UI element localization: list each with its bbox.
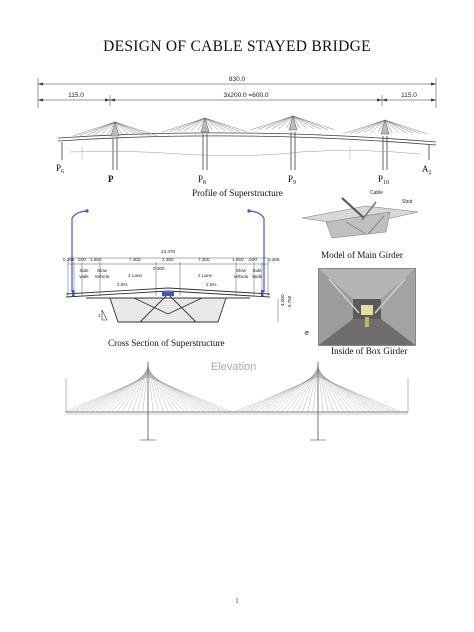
elevation-stay-cable xyxy=(318,376,396,412)
dim-7: .500 xyxy=(248,257,257,262)
profile-stay-cable xyxy=(115,122,143,135)
depth-2: - 0.750 xyxy=(287,295,292,310)
lane-right-2lane: 2 Lane xyxy=(198,273,213,278)
profile-tower xyxy=(289,116,297,130)
elevation-stay-cable xyxy=(148,374,216,412)
elevation-stay-cable xyxy=(250,374,318,412)
dim-1: .500 xyxy=(77,257,86,262)
elevation-stay-cable xyxy=(256,374,318,412)
left-span-label: 115.0 xyxy=(68,92,84,99)
box-girder-caption: Inside of Box Girder xyxy=(331,346,408,356)
box-girder-side-letter: e xyxy=(305,330,309,337)
slope-right: 2.5% xyxy=(206,282,217,287)
profile-stay-cable xyxy=(385,120,420,134)
profile-stay-cable xyxy=(350,120,385,134)
cross-section-caption: Cross Section of Superstructure xyxy=(108,338,225,348)
elevation-stay-cable xyxy=(240,376,318,412)
median-dim: 0.300 xyxy=(153,266,165,271)
elevation-stay-cable xyxy=(75,375,148,412)
elevation-stay-cable xyxy=(80,374,148,412)
dim-5: 7.300 xyxy=(198,257,210,262)
profile-stay-cable xyxy=(87,122,115,135)
elevation-stay-cable xyxy=(318,375,391,412)
profile-tower xyxy=(201,118,209,132)
profile-stay-cable xyxy=(293,116,335,130)
profile-stay-cable xyxy=(385,120,427,134)
profile-drawing xyxy=(0,68,474,198)
profile-stay-cable xyxy=(80,122,115,136)
elevation-stay-cable xyxy=(148,376,226,412)
profile-stay-cable xyxy=(258,116,293,130)
elevation-stay-cable xyxy=(148,374,210,412)
profile-caption: Profile of Superstructure xyxy=(192,188,283,198)
profile-stay-cable xyxy=(251,116,293,130)
middle-span-label: 3x200.0 =600.0 xyxy=(223,92,269,99)
elevation-stay-cable xyxy=(318,374,380,412)
pier-label-p10: $P_{10}$ xyxy=(378,174,390,186)
pier-label-p8: $P_8$ xyxy=(198,174,207,186)
dim-6: 1.650 xyxy=(232,257,244,262)
dim-3: 7.300 xyxy=(129,257,141,262)
profile-stay-cable xyxy=(205,118,233,131)
overall-width-label: 24.470 xyxy=(161,249,176,254)
pier-label-p9: $P_9$ xyxy=(288,174,297,186)
depth-1: 4.000 xyxy=(280,294,285,306)
elevation-stay-cable xyxy=(86,374,148,412)
lane-right-walk: Side Walk xyxy=(251,268,263,279)
elevation-stay-cable xyxy=(318,374,386,412)
profile-tower xyxy=(381,120,389,134)
profile-stay-cable xyxy=(115,122,157,136)
document-title: DESIGN OF CABLE STAYED BRIDGE xyxy=(103,38,371,55)
lane-left-slow: Slow Vehicle xyxy=(94,268,110,279)
total-length-label: 830.0 xyxy=(228,76,246,83)
main-girder-model-image xyxy=(296,188,420,246)
dim-2: 1.650 xyxy=(90,257,102,262)
profile-stay-cable xyxy=(293,116,328,130)
profile-stay-cable xyxy=(343,120,385,134)
cable-label: Cable xyxy=(370,190,384,196)
elevation-stay-cable xyxy=(70,376,148,412)
profile-stay-cable xyxy=(115,122,150,136)
dim-0: 0.305 xyxy=(63,257,75,262)
lane-left-walk: Side walk xyxy=(79,268,89,279)
profile-stay-cable xyxy=(73,122,115,136)
elevation-stay-cable xyxy=(245,375,318,412)
profile-stay-cable xyxy=(357,120,385,133)
profile-stay-cable xyxy=(205,118,247,132)
profile-stay-cable xyxy=(205,118,240,132)
profile-stay-cable xyxy=(163,118,205,132)
profile-stay-cable xyxy=(293,116,321,129)
strut-label: Strut xyxy=(402,199,413,205)
slope-ratio: 1 xyxy=(98,313,101,318)
pier-label-a2: $A_2$ xyxy=(422,164,432,176)
main-girder-caption: Model of Main Girder xyxy=(321,250,403,260)
slope-left: 2.5% xyxy=(117,282,128,287)
page-number: 1 xyxy=(235,597,239,605)
elevation-drawing xyxy=(56,358,418,450)
profile-stay-cable xyxy=(170,118,205,132)
profile-stay-cable xyxy=(265,116,293,129)
dim-8: 0.305 xyxy=(268,257,280,262)
profile-stay-cable xyxy=(385,120,413,133)
lane-left-2lane: 2 Lane xyxy=(128,273,143,278)
elevation-title: Elevation xyxy=(211,361,257,373)
pier-label-p7: P xyxy=(108,174,114,184)
profile-stay-cable xyxy=(177,118,205,131)
lane-right-slow: Slow Vehicle xyxy=(233,268,249,279)
right-span-label: 115.0 xyxy=(401,92,417,99)
pier-label-p6: $P_6$ xyxy=(56,163,65,175)
box-girder-interior-image xyxy=(318,268,416,346)
elevation-stay-cable xyxy=(148,375,221,412)
profile-tower xyxy=(111,122,119,136)
dim-4: 2.360 xyxy=(162,257,174,262)
